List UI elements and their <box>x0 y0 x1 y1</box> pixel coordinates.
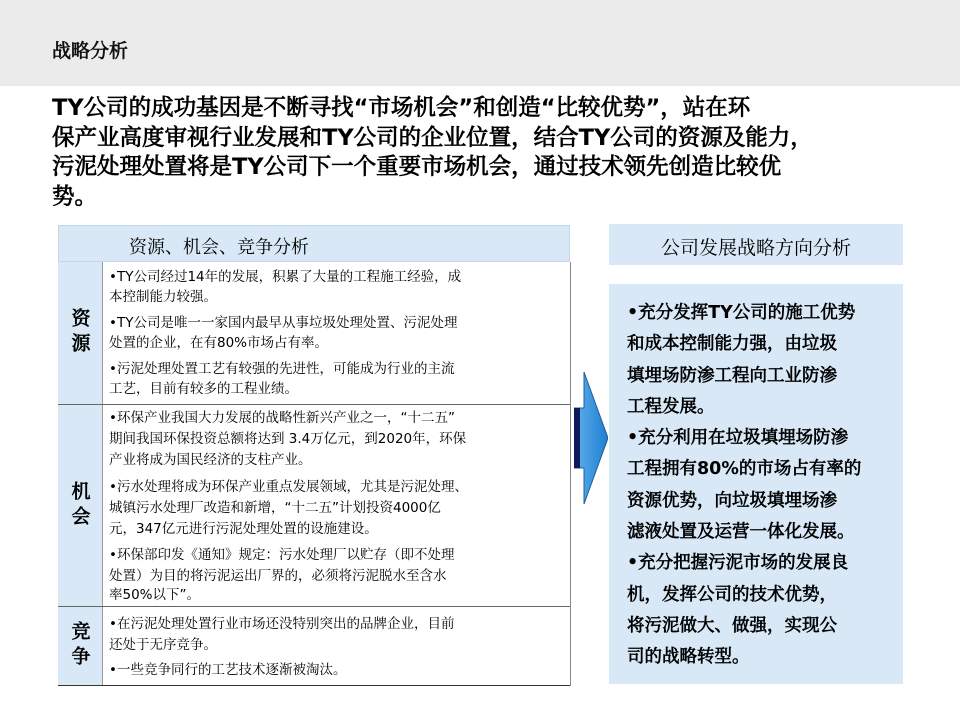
table-text-line: •环保部印发《通知》规定：污水处理厂以贮存（即不处理 <box>109 547 455 563</box>
row-content-resources <box>102 262 570 404</box>
table-text-line: 处置）为目的将污泥运出厂界的，必须将污泥脱水至含水 <box>109 568 447 584</box>
strategy-panel <box>609 284 903 684</box>
row-label-cell <box>58 405 102 606</box>
strategy-title: 公司发展战略方向分析 <box>660 237 851 259</box>
table-text-line: 率50%以下”。 <box>109 587 200 603</box>
strategy-line: 司的战略转型。 <box>627 647 750 668</box>
strategy-line: 工程发展。 <box>627 396 715 417</box>
table-text-line: 工艺，目前有较多的工程业绩。 <box>109 381 298 397</box>
strategy-line: 资源优势，向垃圾填埋场渗 <box>627 490 837 511</box>
table-text-line: 元，347亿元进行污泥处理处置的设施建设。 <box>109 521 378 537</box>
table-text-line: •污泥处理处置工艺有较强的先进性，可能成为行业的主流 <box>109 361 455 377</box>
strategy-line: •充分发挥TY公司的施工优势 <box>627 303 856 323</box>
table-text-line: •在污泥处理处置行业市场还没特别突出的品牌企业，目前 <box>109 616 455 632</box>
intro-line: 污泥处理处置将是TY公司下一个重要市场机会，通过技术领先创造比较优 <box>52 154 782 180</box>
analysis-table <box>58 262 570 686</box>
row-content-opportunities <box>102 405 570 606</box>
strategy-line: 和成本控制能力强，由垃圾 <box>627 334 837 355</box>
table-text-line: 还处于无序竞争。 <box>109 637 217 653</box>
strategy-line: 机，发挥公司的技术优势， <box>627 584 837 605</box>
strategy-line: 滤液处置及运营一体化发展。 <box>627 522 855 543</box>
row-label-cell <box>58 607 102 685</box>
table-row-opportunities <box>58 405 570 607</box>
table-text-line: 产业将成为国民经济的支柱产业。 <box>109 452 312 468</box>
table-text-line: 处置的企业，在有80%市场占有率。 <box>109 335 329 351</box>
strategy-line: 填埋场防渗工程向工业防渗 <box>627 365 837 386</box>
intro-line: TY公司的成功基因是不断寻找“市场机会”和创造“比较优势”，站在环 <box>52 95 751 121</box>
row-label-cell <box>58 262 102 404</box>
table-text-line: •污水处理将成为环保产业重点发展领域，尤其是污泥处理、 <box>109 479 468 495</box>
header-bar <box>0 0 960 86</box>
page-title: 战略分析 <box>52 40 129 62</box>
right-arrow-icon <box>574 372 608 504</box>
strategy-line: •充分把握污泥市场的发展良 <box>627 553 849 574</box>
intro-paragraph <box>52 94 932 212</box>
strategy-line: •充分利用在垃圾填埋场防渗 <box>627 428 849 449</box>
table-text-line: •环保产业我国大力发展的战略性新兴产业之一，“十二五” <box>109 410 455 426</box>
table-text-line: 期间我国环保投资总额将达到 3.4万亿元，到2020年，环保 <box>109 431 467 447</box>
intro-line: 保产业高度审视行业发展和TY公司的企业位置，结合TY公司的资源及能力， <box>52 124 813 151</box>
table-text-line: •一些竞争同行的工艺技术逐渐被淘汰。 <box>109 662 347 678</box>
table-text-line: 本控制能力较强。 <box>109 289 217 305</box>
row-content-competition <box>102 607 570 685</box>
table-text-line: •TY公司经过14年的发展，积累了大量的工程施工经验，成 <box>109 269 462 285</box>
analysis-table-header <box>58 225 570 262</box>
table-text-line: 城镇污水处理厂改造和新增，“十二五”计划投资4000亿 <box>109 500 441 516</box>
table-row-competition <box>58 607 570 686</box>
row-label-competition: 竞争 <box>68 621 91 671</box>
table-row-resources <box>58 262 570 405</box>
strategy-text <box>627 298 861 674</box>
strategy-header <box>609 224 903 265</box>
table-right-border <box>570 262 571 686</box>
strategy-line: 将污泥做大、做强，实现公 <box>627 615 837 636</box>
row-label-resources: 资源 <box>68 308 91 358</box>
strategy-line: 工程拥有80%的市场占有率的 <box>627 459 862 480</box>
table-text-line: •TY公司是唯一一家国内最早从事垃圾处理处置、污泥处理 <box>109 315 458 331</box>
intro-line: 势。 <box>52 183 98 210</box>
analysis-table-title: 资源、机会、竞争分析 <box>129 237 309 258</box>
row-label-opportunities: 机会 <box>68 480 91 531</box>
